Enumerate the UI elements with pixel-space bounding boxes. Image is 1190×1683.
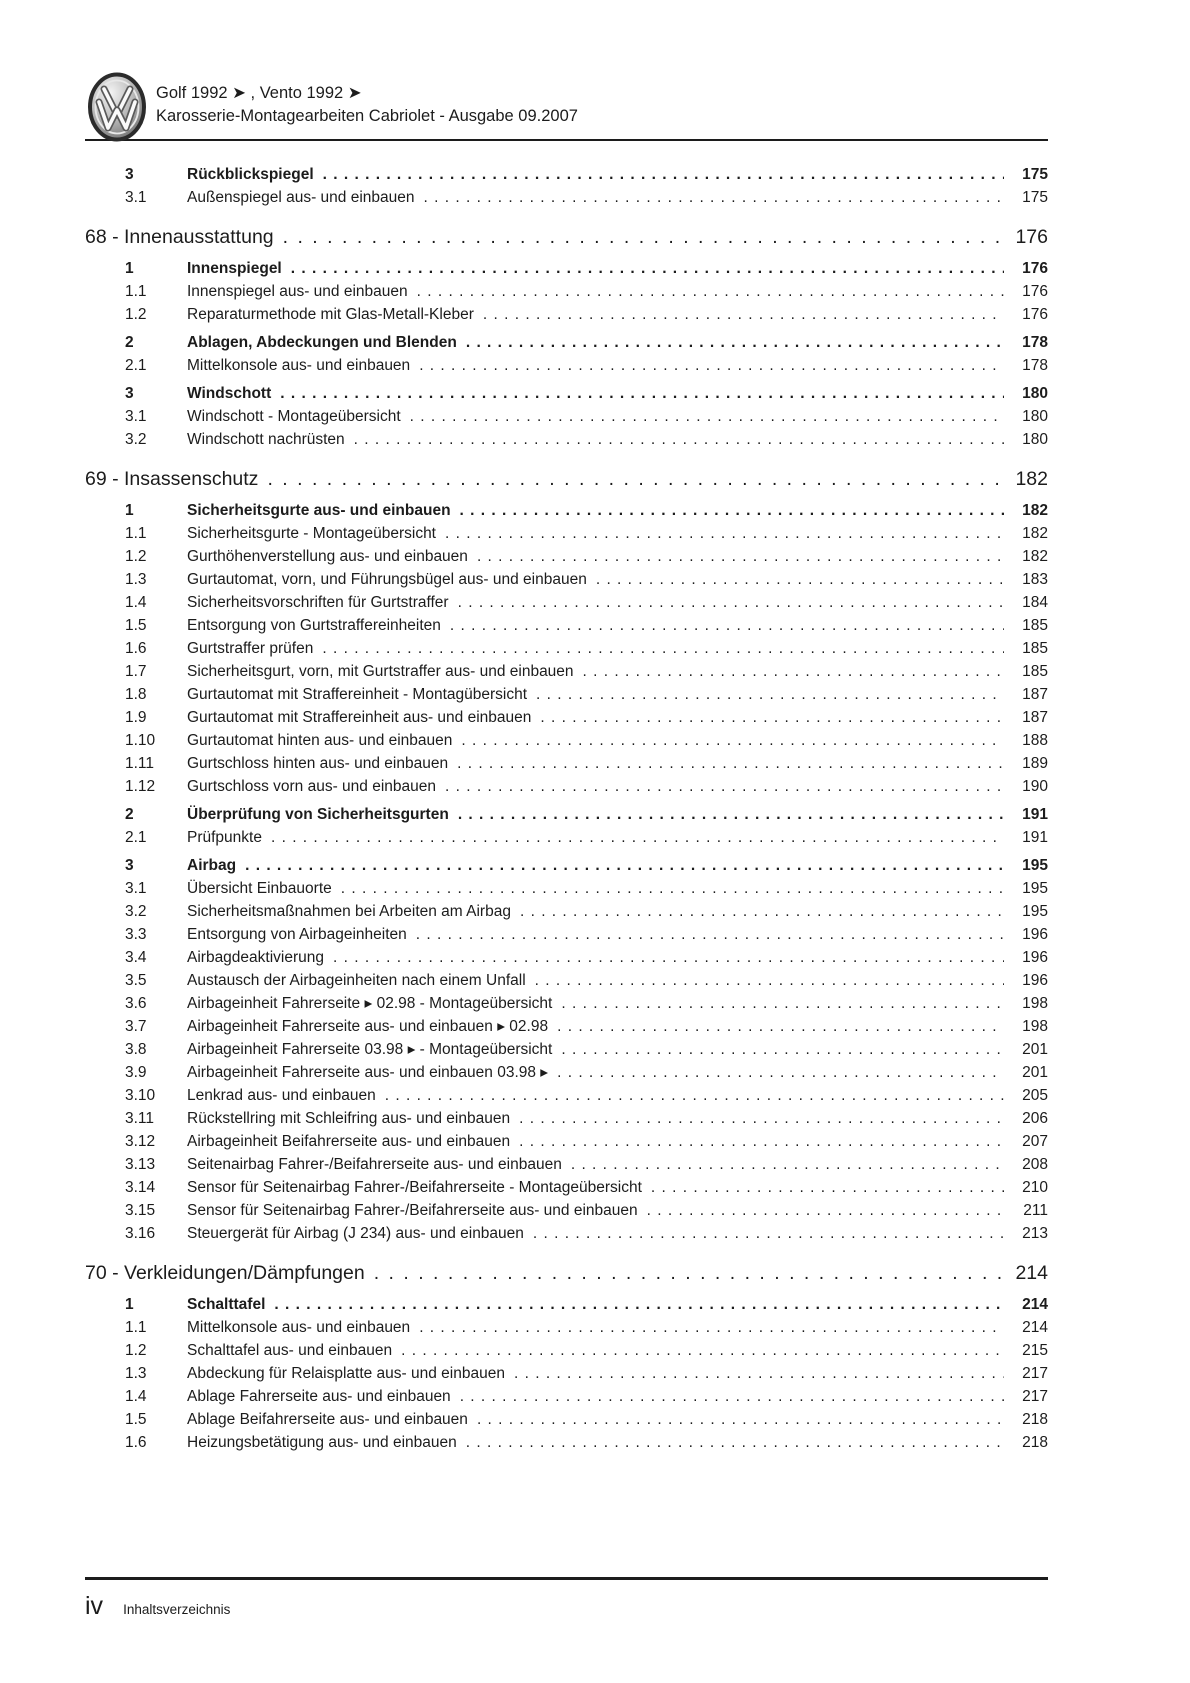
- toc-entry-number: 1.1: [125, 1319, 147, 1336]
- toc-entry: [85, 257, 1048, 280]
- toc-entry-page: 176: [1022, 306, 1048, 323]
- dot-leader: [408, 280, 1004, 303]
- toc-entry-number: 1.8: [125, 686, 147, 703]
- dot-leader: [552, 1038, 1004, 1061]
- toc-entry-page: 210: [1022, 1179, 1048, 1196]
- dot-leader: [468, 1408, 1004, 1431]
- header-models: Golf 1992 ➤ , Vento 1992 ➤: [156, 84, 362, 102]
- dot-leader: [505, 1362, 1004, 1385]
- toc-entry-title: Überprüfung von Sicherheitsgurten: [187, 806, 449, 823]
- toc-entry-title: 70 - Verkleidungen/Dämpfungen: [85, 1262, 365, 1284]
- toc-entry-page: 205: [1022, 1087, 1048, 1104]
- toc-entry: [85, 706, 1048, 729]
- toc-entry: [85, 1015, 1048, 1038]
- toc-entry: [85, 354, 1048, 377]
- toc-entry-number: 1.7: [125, 663, 147, 680]
- toc-entry-number: 1.1: [125, 525, 147, 542]
- dot-leader: [562, 1153, 1004, 1176]
- dot-leader: [407, 923, 1004, 946]
- toc-entry-title: Reparaturmethode mit Glas-Metall-Kleber: [187, 306, 474, 323]
- toc-entry-title: Mittelkonsole aus- und einbauen: [187, 1319, 411, 1336]
- dot-leader: [524, 1222, 1004, 1245]
- dot-leader: [265, 1293, 1004, 1316]
- toc-entry-title: Abdeckung für Relaisplatte aus- und einbauen: [187, 1365, 505, 1382]
- toc-entry-number: 3.2: [125, 431, 147, 448]
- toc-entry-page: 180: [1022, 385, 1048, 402]
- toc-entry-page: 176: [1022, 283, 1048, 300]
- toc-entry: [85, 1293, 1048, 1316]
- toc-entry-number: 3.11: [125, 1110, 155, 1127]
- toc-entry-page: 176: [1022, 260, 1048, 277]
- toc-entry-title: Außenspiegel aus- und einbauen: [187, 189, 415, 206]
- toc-entry-page: 187: [1022, 686, 1048, 703]
- toc-entry-title: Airbageinheit Fahrerseite aus- und einbauen ▸ 02.98: [187, 1018, 549, 1035]
- toc-entry-page: 188: [1022, 732, 1048, 749]
- toc-entry-page: 195: [1022, 880, 1048, 897]
- toc-entry-number: 3.8: [125, 1041, 147, 1058]
- toc-entry-number: 2.1: [125, 357, 147, 374]
- toc-entry-title: Lenkrad aus- und einbauen: [187, 1087, 376, 1104]
- toc-entry: [85, 637, 1048, 660]
- toc-entry-number: 1.1: [125, 283, 147, 300]
- toc-entry-number: 3.16: [125, 1225, 156, 1242]
- dot-leader: [271, 382, 1004, 405]
- toc-entry-page: 178: [1022, 334, 1048, 351]
- toc-entry-title: Gurtautomat hinten aus- und einbauen: [187, 732, 453, 749]
- toc-entry-page: 198: [1022, 995, 1048, 1012]
- toc-entry-title: Rückstellring mit Schleifring aus- und einbauen: [187, 1110, 511, 1127]
- toc-entry-title: Gurtstraffer prüfen: [187, 640, 314, 657]
- toc-entry: [85, 186, 1048, 209]
- dot-leader: [262, 826, 1004, 849]
- vw-logo: [88, 72, 146, 142]
- toc-entry: [85, 522, 1048, 545]
- toc-entry-page: 201: [1022, 1064, 1048, 1081]
- toc-entry-number: 3.9: [125, 1064, 147, 1081]
- toc-entry-number: 3.7: [125, 1018, 147, 1035]
- toc-entry: [85, 729, 1048, 752]
- toc-entry-number: 1.6: [125, 1434, 147, 1451]
- dot-leader: [548, 1061, 1004, 1084]
- toc-entry-title: Airbageinheit Beifahrerseite aus- und einbauen: [187, 1133, 511, 1150]
- toc-entry-number: 1: [125, 260, 134, 277]
- toc-entry: [85, 1408, 1048, 1431]
- dot-leader: [548, 1015, 1004, 1038]
- toc-entry-title: Airbagdeaktivierung: [187, 949, 325, 966]
- toc-entry-number: 3: [125, 166, 134, 183]
- dot-leader: [510, 1107, 1004, 1130]
- dot-leader: [345, 428, 1004, 451]
- toc-entry-title: Sicherheitsmaßnahmen bei Arbeiten am Airbag: [187, 903, 511, 920]
- page-header: [0, 0, 1190, 160]
- toc-entry: [85, 969, 1048, 992]
- toc-entry-number: 1.2: [125, 306, 147, 323]
- toc-entry-page: 185: [1022, 663, 1048, 680]
- toc-entry-title: Windschott: [187, 385, 272, 402]
- dot-leader: [314, 163, 1004, 186]
- toc-entry-number: 3.1: [125, 408, 147, 425]
- header-document-title: Karosserie-Montagearbeiten Cabriolet - Ausgabe 09.2007: [156, 107, 578, 125]
- dot-leader: [638, 1199, 1004, 1222]
- toc-entry: [85, 1107, 1048, 1130]
- dot-leader: [642, 1176, 1004, 1199]
- toc-entry: [85, 591, 1048, 614]
- toc-entry-number: 1: [125, 1296, 134, 1313]
- dot-leader: [587, 568, 1004, 591]
- dot-leader: [282, 257, 1004, 280]
- dot-leader: [258, 465, 1004, 494]
- dot-leader: [392, 1339, 1004, 1362]
- toc-entry-title: Gurtschloss hinten aus- und einbauen: [187, 755, 449, 772]
- toc-entry-page: 189: [1022, 755, 1048, 772]
- toc-entry-title: Schalttafel aus- und einbauen: [187, 1342, 393, 1359]
- toc-entry-page: 191: [1022, 806, 1048, 823]
- dot-leader: [574, 660, 1004, 683]
- toc-entry-page: 180: [1022, 431, 1048, 448]
- toc-entry: [85, 1316, 1048, 1339]
- toc-entry: [85, 752, 1048, 775]
- toc-entry-page: 214: [1022, 1296, 1048, 1313]
- toc-entry-number: 3.13: [125, 1156, 156, 1173]
- toc-entry-number: 3.3: [125, 926, 147, 943]
- toc-entry-number: 1.4: [125, 1388, 147, 1405]
- toc-entry-number: 3.12: [125, 1133, 156, 1150]
- toc-entry: [85, 614, 1048, 637]
- toc-entry-number: 3.1: [125, 880, 147, 897]
- toc-entry-page: 185: [1022, 617, 1048, 634]
- toc-entry-number: 1.5: [125, 1411, 147, 1428]
- toc-entry-title: Ablage Beifahrerseite aus- und einbauen: [187, 1411, 468, 1428]
- dot-leader: [332, 877, 1004, 900]
- toc-entry-page: 191: [1022, 829, 1048, 846]
- toc-entry: [85, 683, 1048, 706]
- toc-entry-page: 196: [1022, 972, 1048, 989]
- toc-entry-title: Entsorgung von Gurtstraffereinheiten: [187, 617, 441, 634]
- dot-leader: [410, 1316, 1004, 1339]
- toc-entry-title: Rückblickspiegel: [187, 166, 314, 183]
- toc-entry: [85, 1362, 1048, 1385]
- toc-entry: [85, 660, 1048, 683]
- toc-entry: [85, 900, 1048, 923]
- dot-leader: [436, 775, 1004, 798]
- toc-entry-title: Ablagen, Abdeckungen und Blenden: [187, 334, 457, 351]
- toc-entry: [85, 854, 1048, 877]
- toc-entry-title: Windschott - Montageübersicht: [187, 408, 401, 425]
- toc-entry-page: 178: [1022, 357, 1048, 374]
- toc-entry: [85, 1130, 1048, 1153]
- toc-entry-title: Übersicht Einbauorte: [187, 880, 332, 897]
- toc-entry: [85, 405, 1048, 428]
- toc-entry: [85, 1038, 1048, 1061]
- toc-entry: [85, 382, 1048, 405]
- toc-entry-title: Austausch der Airbageinheiten nach einem Unfall: [187, 972, 526, 989]
- dot-leader: [415, 186, 1004, 209]
- toc-entry-title: Gurtschloss vorn aus- und einbauen: [187, 778, 437, 795]
- toc-entry-title: Sensor für Seitenairbag Fahrer-/Beifahrerseite - Montageübersicht: [187, 1179, 642, 1196]
- toc-entry: [85, 331, 1048, 354]
- footer-page-number: iv: [85, 1592, 104, 1620]
- toc-entry: [85, 1222, 1048, 1245]
- dot-leader: [452, 729, 1004, 752]
- toc-entry-page: 187: [1022, 709, 1048, 726]
- dot-leader: [474, 303, 1004, 326]
- header-divider: [85, 139, 1048, 141]
- toc-entry-title: Sensor für Seitenairbag Fahrer-/Beifahrerseite aus- und einbauen: [187, 1202, 638, 1219]
- toc-entry-title: Prüfpunkte: [187, 829, 262, 846]
- toc-entry-page: 206: [1022, 1110, 1048, 1127]
- toc-entry-page: 218: [1022, 1411, 1048, 1428]
- toc-entry: [85, 1153, 1048, 1176]
- dot-leader: [448, 752, 1004, 775]
- toc-entry-title: Gurtautomat mit Straffereinheit aus- und einbauen: [187, 709, 532, 726]
- toc-entry-page: 196: [1022, 949, 1048, 966]
- toc-entry-page: 185: [1022, 640, 1048, 657]
- dot-leader: [313, 637, 1004, 660]
- toc-entry-page: 176: [1015, 226, 1048, 248]
- toc-entry: [85, 946, 1048, 969]
- dot-leader: [531, 706, 1004, 729]
- toc-entry-page: 182: [1022, 548, 1048, 565]
- toc-entry: [85, 826, 1048, 849]
- toc-entry-page: 207: [1022, 1133, 1048, 1150]
- toc-entry-page: 180: [1022, 408, 1048, 425]
- toc-entry: [85, 303, 1048, 326]
- toc-entry-title: Heizungsbetätigung aus- und einbauen: [187, 1434, 457, 1451]
- toc-entry: [85, 923, 1048, 946]
- dot-leader: [526, 969, 1004, 992]
- toc-entry-number: 2: [125, 334, 134, 351]
- toc-entry: [85, 803, 1048, 826]
- dot-leader: [449, 591, 1004, 614]
- toc-entry: [85, 1061, 1048, 1084]
- toc-entry-page: 215: [1022, 1342, 1048, 1359]
- dot-leader: [510, 1130, 1004, 1153]
- toc-entry-number: 3.1: [125, 189, 147, 206]
- toc-entry-number: 1.4: [125, 594, 147, 611]
- toc-entry-page: 217: [1022, 1388, 1048, 1405]
- toc-entry-title: 69 - Insassenschutz: [85, 468, 259, 490]
- toc-entry-title: Sicherheitsgurte aus- und einbauen: [187, 502, 451, 519]
- toc-entry: [85, 775, 1048, 798]
- toc-entry-number: 3.5: [125, 972, 147, 989]
- toc-list: [85, 158, 1048, 1454]
- dot-leader: [468, 545, 1004, 568]
- toc-entry-page: 195: [1022, 857, 1048, 874]
- toc-entry-page: 213: [1022, 1225, 1048, 1242]
- toc-entry-number: 1: [125, 502, 134, 519]
- page-footer: [85, 1592, 230, 1620]
- toc-entry-number: 3.6: [125, 995, 147, 1012]
- toc-entry: [85, 545, 1048, 568]
- toc-entry-page: 175: [1022, 166, 1048, 183]
- toc-entry: [85, 1199, 1048, 1222]
- toc-entry-title: Schalttafel: [187, 1296, 266, 1313]
- toc-entry: [85, 499, 1048, 522]
- toc-entry-title: Innenspiegel aus- und einbauen: [187, 283, 408, 300]
- toc-entry-title: Seitenairbag Fahrer-/Beifahrerseite aus- und einbauen: [187, 1156, 562, 1173]
- toc-entry-title: Sicherheitsvorschriften für Gurtstraffer: [187, 594, 449, 611]
- toc-entry-page: 183: [1022, 571, 1048, 588]
- toc-entry: [85, 568, 1048, 591]
- toc-entry-number: 1.10: [125, 732, 156, 749]
- header-text: [156, 82, 578, 128]
- dot-leader: [376, 1084, 1004, 1107]
- toc-entry-number: 2.1: [125, 829, 147, 846]
- toc-entry-page: 182: [1022, 502, 1048, 519]
- toc-entry-number: 1.2: [125, 1342, 147, 1359]
- toc-entry-number: 1.9: [125, 709, 147, 726]
- toc-entry-title: Windschott nachrüsten: [187, 431, 345, 448]
- toc-entry: [85, 1176, 1048, 1199]
- dot-leader: [324, 946, 1004, 969]
- toc-entry: [85, 465, 1048, 494]
- toc-entry-page: 184: [1022, 594, 1048, 611]
- toc-entry-page: 214: [1015, 1262, 1048, 1284]
- toc-entry: [85, 1339, 1048, 1362]
- toc-entry-number: 1.5: [125, 617, 147, 634]
- dot-leader: [451, 499, 1004, 522]
- toc-entry: [85, 428, 1048, 451]
- dot-leader: [410, 354, 1004, 377]
- toc-entry-page: 196: [1022, 926, 1048, 943]
- toc-entry-title: 68 - Innenausstattung: [85, 226, 274, 248]
- toc-entry-page: 198: [1022, 1018, 1048, 1035]
- dot-leader: [457, 1431, 1004, 1454]
- toc-entry-page: 218: [1022, 1434, 1048, 1451]
- toc-entry-title: Gurthöhenverstellung aus- und einbauen: [187, 548, 468, 565]
- toc-entry-title: Steuergerät für Airbag (J 234) aus- und einbauen: [187, 1225, 524, 1242]
- dot-leader: [441, 614, 1004, 637]
- toc-entry-page: 175: [1022, 189, 1048, 206]
- toc-entry-number: 1.11: [125, 755, 155, 772]
- toc-entry: [85, 877, 1048, 900]
- dot-leader: [457, 331, 1004, 354]
- dot-leader: [527, 683, 1004, 706]
- toc-entry-title: Ablage Fahrerseite aus- und einbauen: [187, 1388, 451, 1405]
- toc-entry-number: 3.14: [125, 1179, 156, 1196]
- footer-divider: [85, 1577, 1048, 1580]
- dot-leader: [552, 992, 1004, 1015]
- toc-entry-number: 3.15: [125, 1202, 156, 1219]
- toc-entry-title: Sicherheitsgurt, vorn, mit Gurtstraffer aus- und einbauen: [187, 663, 574, 680]
- toc-entry-page: 195: [1022, 903, 1048, 920]
- dot-leader: [236, 854, 1004, 877]
- toc-entry: [85, 163, 1048, 186]
- footer-section-label: Inhaltsverzeichnis: [123, 1602, 231, 1617]
- toc-entry-number: 3: [125, 385, 134, 402]
- toc-entry-number: 3.4: [125, 949, 147, 966]
- dot-leader: [511, 900, 1004, 923]
- toc-entry-number: 1.12: [125, 778, 156, 795]
- toc-entry: [85, 223, 1048, 252]
- toc-entry: [85, 280, 1048, 303]
- toc-entry-page: 208: [1022, 1156, 1048, 1173]
- toc-entry-page: 182: [1015, 468, 1048, 490]
- toc-entry-title: Airbag: [187, 857, 237, 874]
- toc-entry-title: Entsorgung von Airbageinheiten: [187, 926, 407, 943]
- toc-entry-title: Gurtautomat, vorn, und Führungsbügel aus- und einbauen: [187, 571, 587, 588]
- toc-entry-number: 1.2: [125, 548, 147, 565]
- toc-entry-page: 217: [1022, 1365, 1048, 1382]
- toc-entry-number: 1.6: [125, 640, 147, 657]
- toc-entry: [85, 1259, 1048, 1288]
- vw-logo-icon: [88, 72, 146, 142]
- toc-entry-title: Airbageinheit Fahrerseite 03.98 ▸ - Montageübersicht: [187, 1041, 553, 1058]
- toc-entry-title: Airbageinheit Fahrerseite ▸ 02.98 - Montageübersicht: [187, 995, 553, 1012]
- toc-entry-number: 2: [125, 806, 134, 823]
- toc-entry: [85, 1385, 1048, 1408]
- toc-entry: [85, 1431, 1048, 1454]
- toc-entry-title: Gurtautomat mit Straffereinheit - Montagübersicht: [187, 686, 528, 703]
- toc-entry-number: 1.3: [125, 1365, 147, 1382]
- toc-entry-title: Sicherheitsgurte - Montageübersicht: [187, 525, 436, 542]
- toc-entry-title: Mittelkonsole aus- und einbauen: [187, 357, 411, 374]
- toc-entry-page: 211: [1023, 1202, 1048, 1219]
- dot-leader: [365, 1259, 1004, 1288]
- toc-entry-title: Airbageinheit Fahrerseite aus- und einbauen 03.98 ▸: [187, 1064, 549, 1081]
- toc-entry-number: 3.10: [125, 1087, 156, 1104]
- toc-entry: [85, 992, 1048, 1015]
- toc-entry-number: 1.3: [125, 571, 147, 588]
- dot-leader: [451, 1385, 1004, 1408]
- toc-entry-title: Innenspiegel: [187, 260, 282, 277]
- dot-leader: [449, 803, 1004, 826]
- toc-entry-page: 214: [1022, 1319, 1048, 1336]
- dot-leader: [401, 405, 1004, 428]
- toc-entry-page: 182: [1022, 525, 1048, 542]
- dot-leader: [436, 522, 1004, 545]
- toc-entry: [85, 1084, 1048, 1107]
- toc-entry-page: 190: [1022, 778, 1048, 795]
- dot-leader: [274, 223, 1004, 252]
- toc-entry-page: 201: [1022, 1041, 1048, 1058]
- toc-entry-number: 3: [125, 857, 134, 874]
- toc-entry-number: 3.2: [125, 903, 147, 920]
